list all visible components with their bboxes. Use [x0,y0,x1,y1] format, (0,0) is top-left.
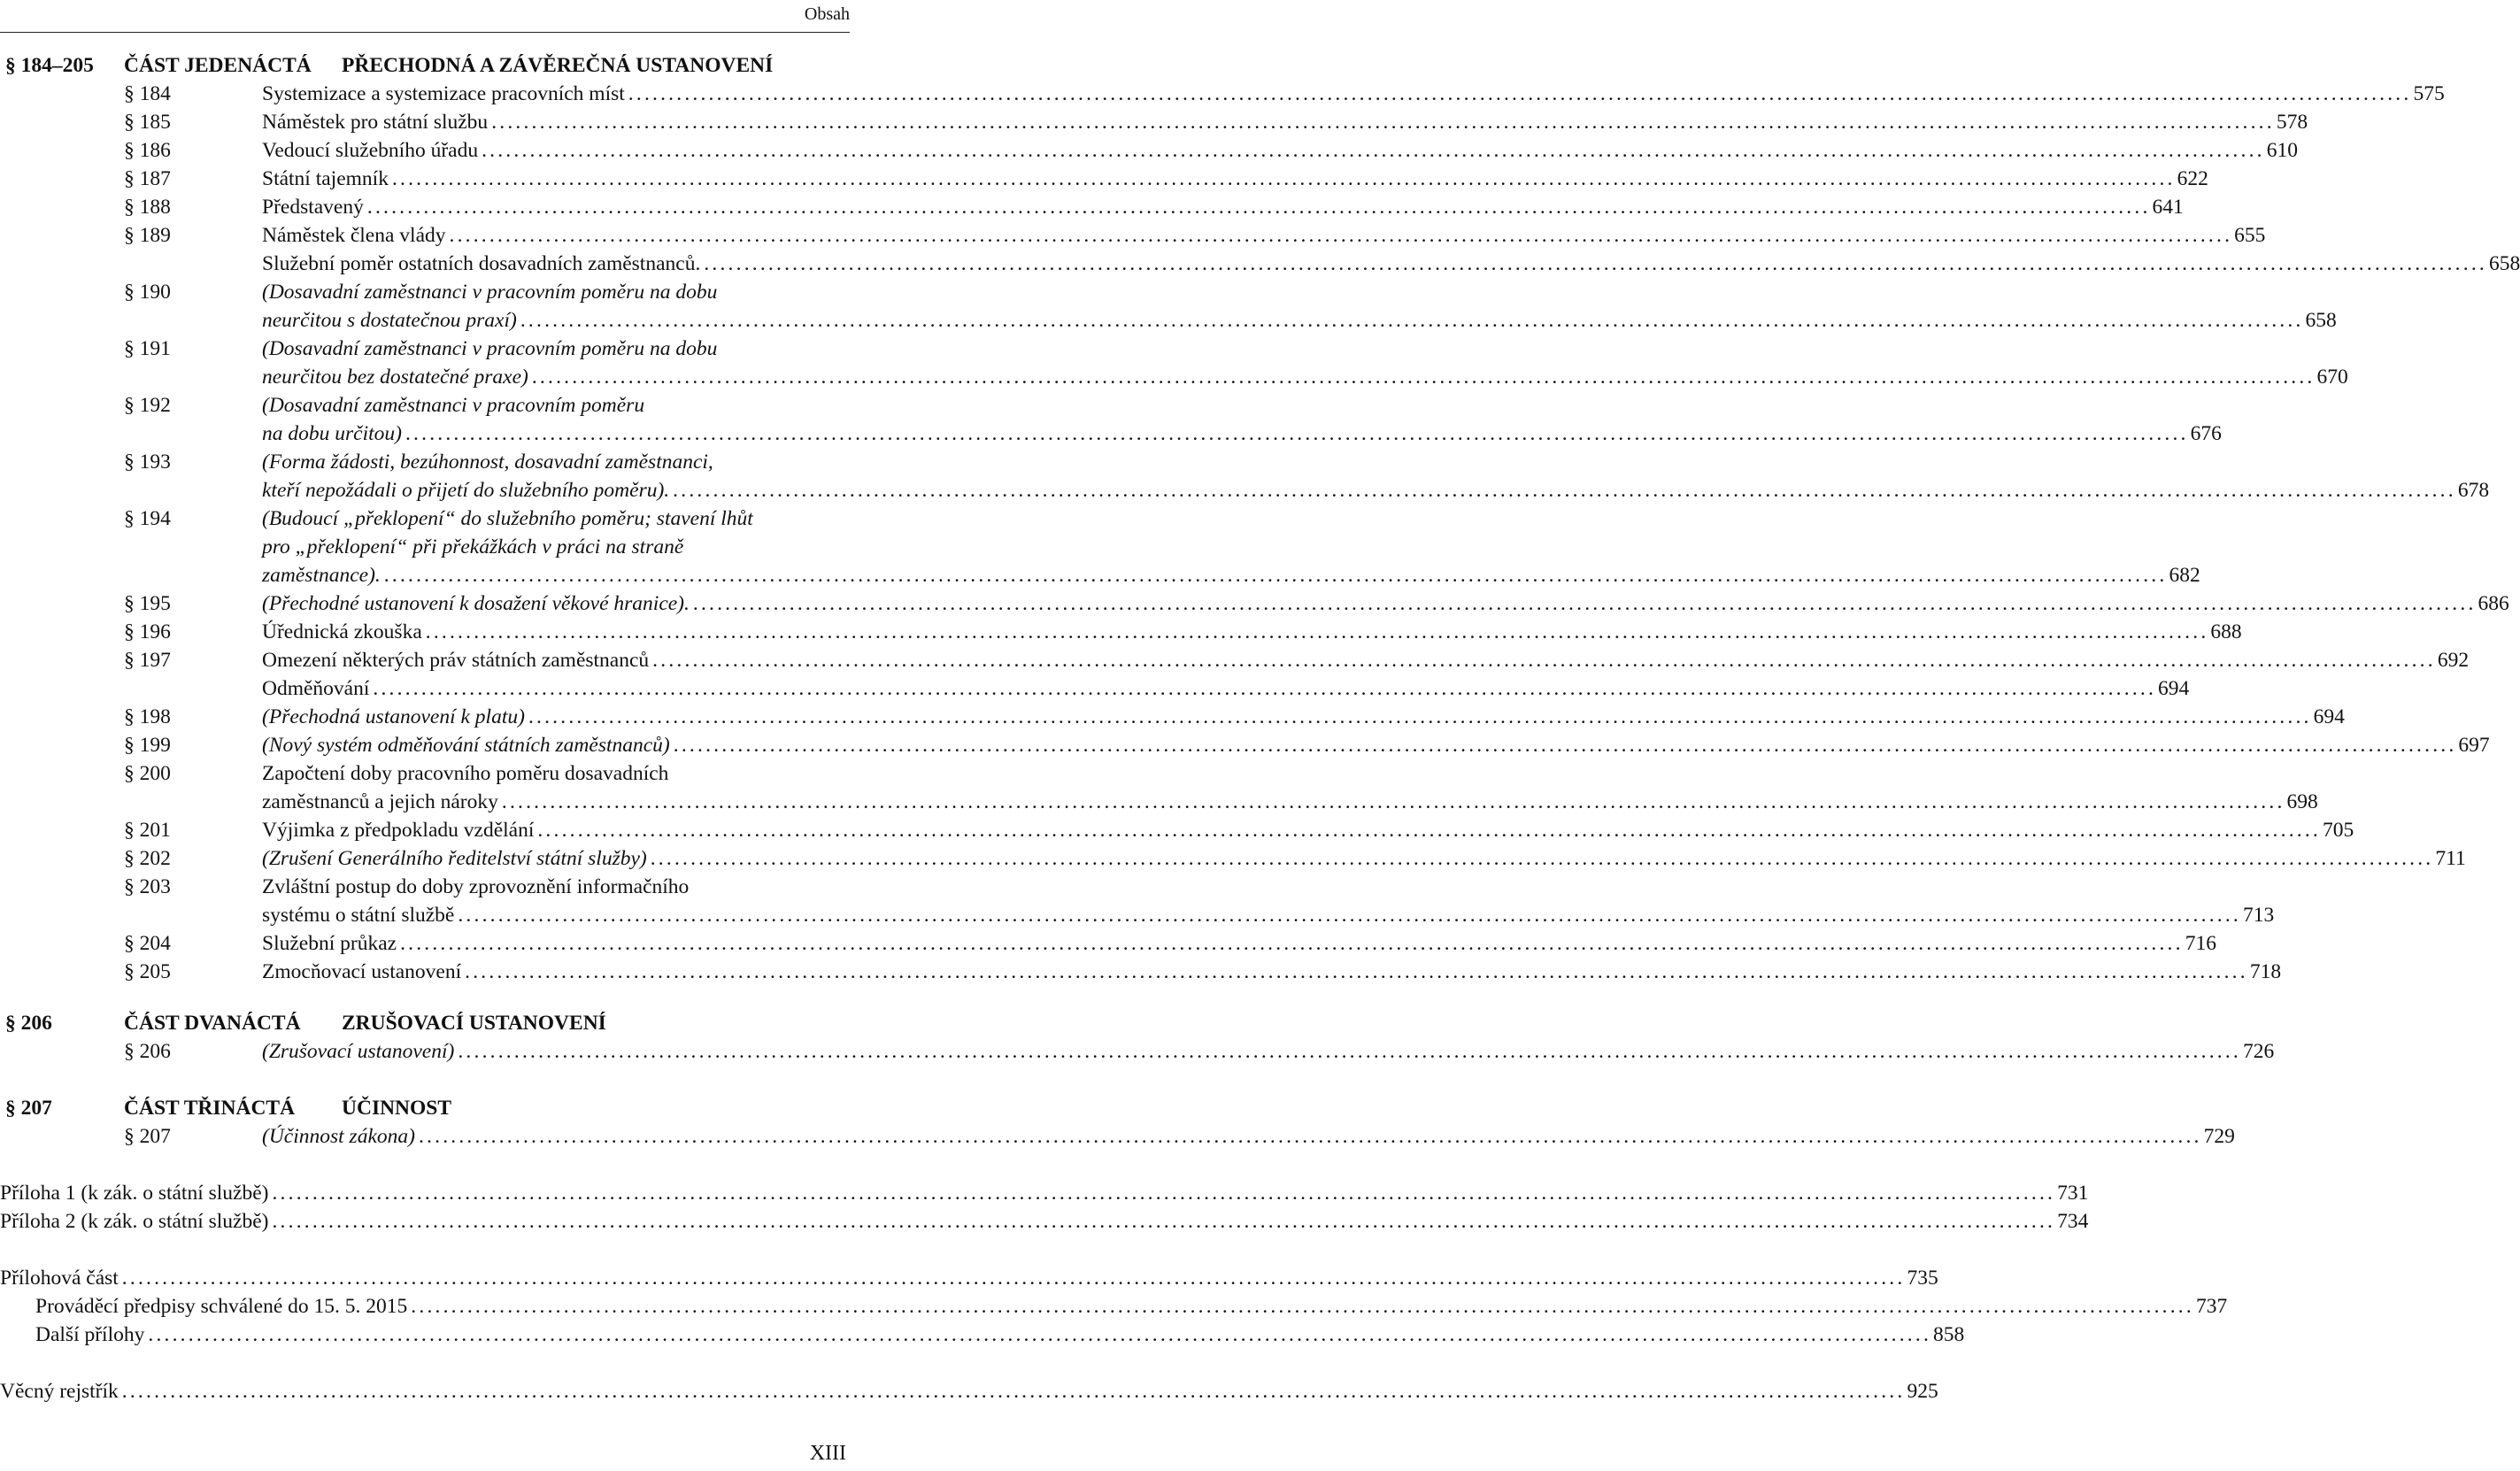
section-number: § 191 [124,337,171,360]
dot-leader [532,363,2316,391]
section-number: § 186 [124,139,171,162]
part-section-range: § 184–205 [5,54,94,77]
toc-entry-title: Úřednická zkouška [262,620,422,643]
section-number: § 189 [124,224,171,247]
section-number: § 197 [124,649,171,672]
toc-row [0,901,2275,929]
toc-row [0,476,2490,504]
toc-row [0,165,2208,193]
section-number: § 192 [124,394,171,417]
toc-entry [262,136,2298,165]
dot-leader [419,1122,2202,1151]
dot-leader [693,589,2477,618]
toc-entry-title: neurčitou s dostatečnou praxí) [262,309,517,332]
part-section-range: § 206 [5,1012,52,1035]
section-number: § 199 [124,734,171,757]
toc-entry-page: 698 [2286,790,2318,813]
dot-leader [122,1377,1906,1406]
toc-entry-page: 731 [2057,1182,2089,1205]
toc-entry [262,108,2308,136]
toc-entry-page: 658 [2488,252,2520,275]
toc-entry-title: Odměňování [262,677,370,700]
part-heading [0,51,850,80]
toc-entry-title-line: Započtení doby pracovního poměru dosavadních [262,762,669,785]
toc-row [0,391,850,420]
part-title: ÚČINNOST [342,1097,452,1120]
toc-row [0,646,2470,674]
section-number: § 188 [124,196,171,219]
toc-entry-title: Služební poměr ostatních dosavadních zaměstnanců. [262,252,701,275]
toc-entry-title-line: (Dosavadní zaměstnanci v pracovním poměru na dobu [262,281,718,304]
section-number: § 202 [124,847,171,870]
toc-row [0,448,850,476]
toc-row [0,929,2216,958]
header-rule [0,32,850,33]
toc-entry-title: zaměstnance). [262,564,381,587]
toc-entry-page: 682 [2169,564,2200,587]
toc-entry-page: 688 [2210,620,2242,643]
toc-entry-title: Omezení některých práv státních zaměstnanců [262,649,650,672]
section-number: § 198 [124,705,171,728]
dot-leader [272,1179,2055,1207]
toc-entry-page: 575 [2413,82,2445,105]
page-number: XIII [809,1442,846,1465]
toc-entry-title: Přílohová část [0,1267,119,1290]
part-name: ČÁST DVANÁCTÁ [124,1012,301,1035]
toc-entry [262,929,2216,958]
part-heading [0,1094,850,1122]
toc-entry-title: Zmocňovací ustanovení [262,960,462,983]
toc-entry-page: 737 [2195,1295,2228,1318]
toc-entry-page: 686 [2478,592,2509,615]
toc-entry [262,165,2208,193]
toc-entry-title: Příloha 1 (k zák. o státní službě) [0,1182,269,1205]
toc-entry [0,1264,1938,1292]
section-number: § 184 [124,82,171,105]
part-heading [0,1009,850,1037]
toc-entry-title: neurčitou bez dostatečné praxe) [262,366,528,389]
toc-entry-title-line: (Dosavadní zaměstnanci v pracovním poměru [262,394,645,417]
toc-entry-title: (Zrušení Generálního ředitelství státní služby) [262,847,647,870]
toc-entry-page: 729 [2203,1125,2235,1148]
toc-entry-title: na dobu určitou) [262,422,402,445]
part-title: PŘECHODNÁ A ZÁVĚREČNÁ USTANOVENÍ [342,54,774,77]
toc-entry-page: 734 [2057,1210,2089,1233]
dot-leader [537,816,2321,844]
toc-row [0,1037,2275,1066]
toc-row [0,306,2337,335]
toc-entry-page: 658 [2305,309,2337,332]
toc-row [0,533,850,561]
toc-row [0,873,850,901]
toc-row [0,958,2282,986]
dot-leader [651,844,2434,873]
section-number: § 201 [124,819,171,842]
toc-entry-page: 655 [2234,224,2266,247]
toc-entry-page: 858 [1933,1323,1965,1346]
toc-entry-title-line: (Forma žádosti, bezúhonnost, dosavadní zaměstnanci, [262,451,713,474]
toc-entry-page: 716 [2185,932,2216,955]
toc-entry [262,250,2520,278]
toc-entry [262,958,2282,986]
section-number: § 206 [124,1040,171,1063]
toc-entry [262,646,2470,674]
section-number: § 203 [124,875,171,898]
toc-entry [262,420,2222,448]
toc-row [0,250,2520,278]
dot-leader [528,703,2312,731]
toc-entry-page: 718 [2249,960,2282,983]
toc-row [0,1377,1938,1406]
toc-row [0,108,2308,136]
toc-entry-title: Výjimka z předpokladu vzdělání [262,819,535,842]
part-title: ZRUŠOVACÍ USTANOVENÍ [342,1012,606,1035]
toc-entry-title: Věcný rejstřík [0,1380,119,1403]
toc-entry [262,788,2318,816]
toc-entry [262,561,2200,589]
toc-entry-page: 578 [2276,111,2308,134]
toc-entry-title-line: (Budoucí „překlopení“ do služebního poměru; stavení lhůt [262,507,753,530]
toc-entry [262,816,2354,844]
dot-leader [482,136,2265,165]
toc-row [0,816,2354,844]
toc-entry-page: 925 [1907,1380,1938,1403]
dot-leader [392,165,2176,193]
toc-entry [262,1122,2235,1151]
toc-entry-title: Prováděcí předpisy schválené do 15. 5. 2015 [35,1295,408,1318]
dot-leader [411,1292,2194,1321]
toc-entry [262,844,2466,873]
toc-row [0,844,2466,873]
toc-row [0,731,2490,759]
dot-leader [465,958,2248,986]
section-number: § 204 [124,932,171,955]
toc-entry [262,901,2275,929]
toc-entry [262,703,2345,731]
toc-row [0,278,850,306]
toc-entry [0,1179,2089,1207]
toc-entry-title: kteří nepožádali o přijetí do služebního poměru). [262,479,670,502]
toc-row [0,1207,2089,1236]
toc-entry-page: 735 [1907,1267,1938,1290]
toc-entry-title: Představený [262,196,364,219]
toc-entry-page: 694 [2158,677,2190,700]
dot-leader [148,1321,1931,1349]
toc-entry-title: Náměstek pro státní službu [262,111,489,134]
toc-row [0,504,850,533]
toc-entry [262,80,2445,108]
toc-row [0,674,2190,703]
dot-leader [628,80,2412,108]
dot-leader [373,674,2156,703]
toc-entry [0,1377,1938,1406]
section-number: § 190 [124,281,171,304]
toc-row [0,80,2445,108]
toc-entry-title: systému o státní službě [262,904,455,927]
toc-entry-page: 676 [2190,422,2222,445]
toc-entry-page: 711 [2435,847,2466,870]
dot-leader [704,250,2487,278]
toc-entry-page: 713 [2243,904,2275,927]
toc-entry [262,363,2348,391]
section-number: § 194 [124,507,171,530]
section-number: § 205 [124,960,171,983]
dot-leader [272,1207,2055,1236]
section-number: § 200 [124,762,171,785]
dot-leader [674,731,2457,759]
toc-entry-title: (Zrušovací ustanovení) [262,1040,455,1063]
toc-row [0,363,2348,391]
toc-entry-page: 694 [2313,705,2345,728]
part-name: ČÁST JEDENÁCTÁ [124,54,312,77]
part-section-range: § 207 [5,1097,52,1120]
dot-leader [502,788,2285,816]
toc-row [0,1321,1965,1349]
toc-entry-page: 610 [2266,139,2298,162]
dot-leader [458,1037,2241,1066]
toc-entry-title: (Přechodná ustanovení k platu) [262,705,525,728]
dot-leader [122,1264,1906,1292]
dot-leader [405,420,2189,448]
toc-row [0,1292,2228,1321]
toc-row [0,136,2298,165]
dot-leader [652,646,2436,674]
toc-entry [262,476,2490,504]
dot-leader [491,108,2275,136]
toc-entry [262,1037,2275,1066]
section-number: § 185 [124,111,171,134]
toc-entry-page: 622 [2177,167,2208,190]
section-number: § 196 [124,620,171,643]
toc-entry-title: Další přílohy [35,1323,145,1346]
toc-entry-title-line: Zvláštní postup do doby zprovoznění informačního [262,875,690,898]
toc-entry [262,193,2184,221]
toc-row [0,1122,2235,1151]
toc-entry [35,1321,1965,1349]
dot-leader [458,901,2241,929]
dot-leader [673,476,2456,504]
dot-leader [400,929,2184,958]
toc-entry [262,589,2509,618]
toc-row [0,335,850,363]
section-number: § 187 [124,167,171,190]
toc-entry-title: Vedoucí služebního úřadu [262,139,479,162]
toc-entry-page: 692 [2437,649,2470,672]
toc-entry-title: Příloha 2 (k zák. o státní službě) [0,1210,269,1233]
toc-entry-title: Služební průkaz [262,932,397,955]
dot-leader [426,618,2209,646]
toc-entry-page: 678 [2457,479,2490,502]
toc-row [0,759,850,788]
toc-entry-page: 726 [2243,1040,2275,1063]
toc-entry [262,731,2490,759]
toc-row [0,703,2345,731]
toc-entry-page: 641 [2152,196,2184,219]
toc-row [0,221,2266,250]
toc-row [0,788,2318,816]
toc-entry-title: Náměstek člena vlády [262,224,446,247]
toc-entry-title: zaměstnanců a jejich nároky [262,790,498,813]
part-name: ČÁST TŘINÁCTÁ [124,1097,296,1120]
toc-entry-page: 697 [2458,734,2490,757]
section-number: § 207 [124,1125,171,1148]
toc-entry-page: 670 [2316,366,2348,389]
toc-entry-title: Systemizace a systemizace pracovních míst [262,82,625,105]
toc-entry-title: Státní tajemník [262,167,389,190]
section-number: § 193 [124,451,171,474]
toc-entry [262,221,2266,250]
page-header-title: Obsah [804,4,850,24]
toc-entry-title: (Nový systém odměňování státních zaměstnanců) [262,734,670,757]
toc-row [0,589,2509,618]
toc-entry-title: (Přechodné ustanovení k dosažení věkové hranice). [262,592,690,615]
toc-entry [262,618,2242,646]
toc-row [0,193,2184,221]
dot-leader [450,221,2233,250]
toc-entry-page: 705 [2323,819,2354,842]
toc-entry [35,1292,2228,1321]
section-number: § 195 [124,592,171,615]
toc-row [0,618,2242,646]
toc-entry-title: (Účinnost zákona) [262,1125,415,1148]
toc-entry-title-line: (Dosavadní zaměstnanci v pracovním poměru na dobu [262,337,718,360]
dot-leader [367,193,2151,221]
dot-leader [384,561,2168,589]
toc-entry [0,1207,2089,1236]
toc-row [0,561,2200,589]
toc-row [0,1264,1938,1292]
toc-row [0,1179,2089,1207]
toc-entry [262,306,2337,335]
dot-leader [520,306,2304,335]
toc-row [0,420,2222,448]
toc-entry-title-line: pro „překlopení“ při překážkách v práci na straně [262,535,684,558]
toc-entry [262,674,2190,703]
